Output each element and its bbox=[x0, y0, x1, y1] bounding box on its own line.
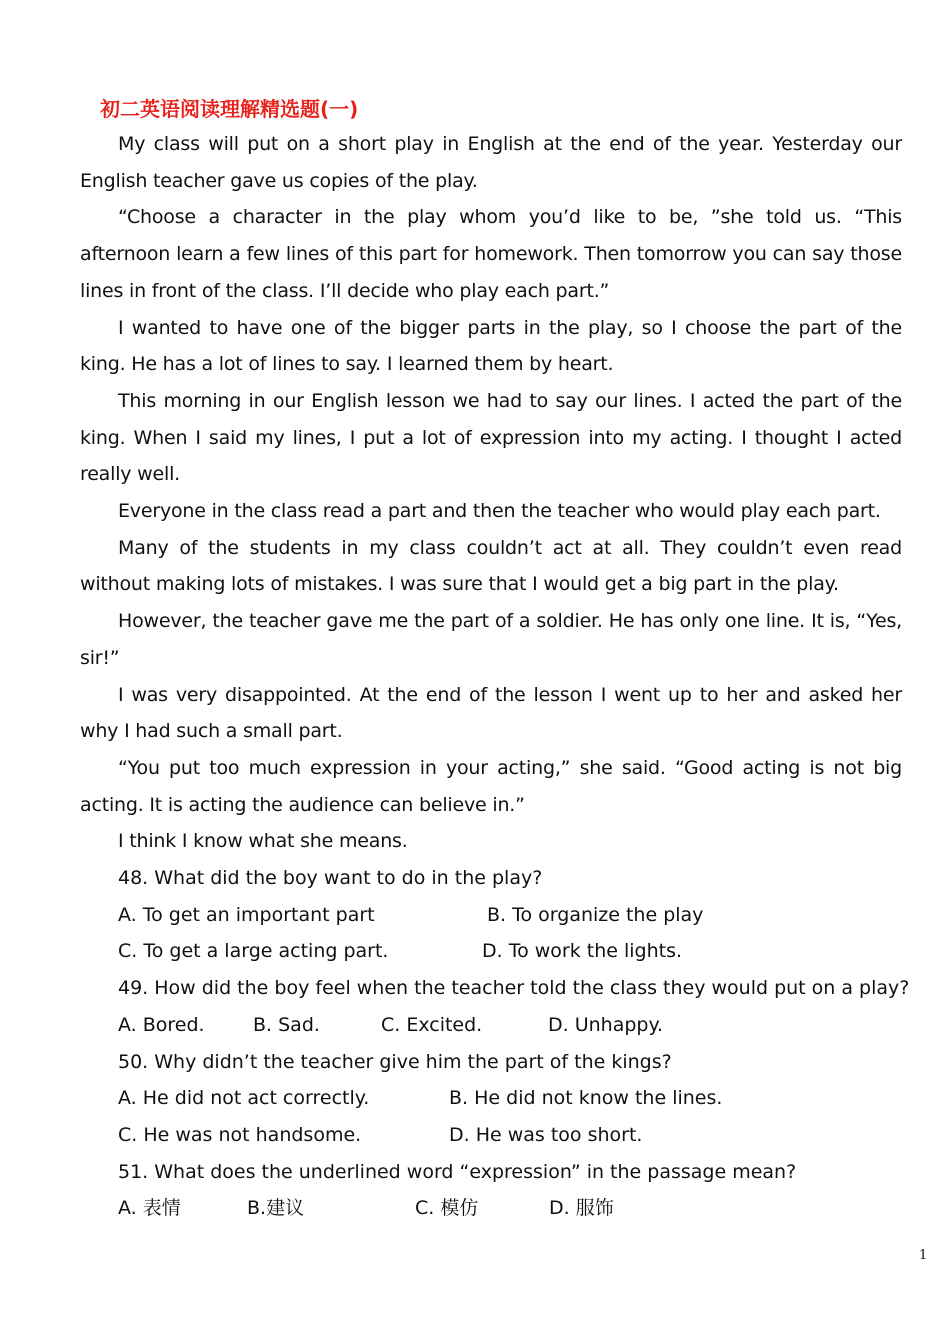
question-51-option-a: A. 表情 bbox=[118, 1197, 181, 1220]
question-49-option-a: A. Bored. bbox=[118, 1013, 205, 1036]
page-number: 1 bbox=[919, 1248, 928, 1263]
story-paragraph-9: “You put too much expression in your acting,” she said. “Good acting is not big acting. It is acting the audience can believe in.” bbox=[80, 756, 902, 816]
question-49: 49. How did the boy feel when the teacher told the class they would put on a play? bbox=[118, 977, 910, 1000]
story-paragraph-7: However, the teacher gave me the part of a soldier. He has only one line. It is, “Yes, sir!” bbox=[80, 610, 902, 669]
question-51-options bbox=[118, 1190, 902, 1227]
question-48-option-d: D. To work the lights. bbox=[482, 940, 683, 963]
document-title: 初二英语阅读理解精选题(一) bbox=[100, 97, 359, 121]
question-50-options-row-2 bbox=[118, 1117, 902, 1154]
question-49-options bbox=[118, 1007, 902, 1044]
question-50-options-row-1 bbox=[118, 1080, 902, 1117]
question-49-option-d: D. Unhappy. bbox=[548, 1013, 664, 1036]
story-paragraph-4: This morning in our English lesson we had to say our lines. I acted the part of the king. When I said my lines, I put a lot of expression into my acting. I thought I acted really well. bbox=[80, 389, 902, 486]
question-50-option-a: A. He did not act correctly. bbox=[118, 1087, 370, 1110]
question-51-option-b: B.建议 bbox=[247, 1197, 305, 1220]
question-48-option-c: C. To get a large acting part. bbox=[118, 940, 389, 963]
question-49-option-c: C. Excited. bbox=[381, 1013, 483, 1036]
question-50-option-c: C. He was not handsome. bbox=[118, 1123, 362, 1146]
question-50-option-d: D. He was too short. bbox=[449, 1123, 643, 1146]
story-paragraph-10: I think I know what she means. bbox=[118, 830, 408, 853]
question-50: 50. Why didn’t the teacher give him the part of the kings? bbox=[118, 1050, 672, 1073]
question-48: 48. What did the boy want to do in the play? bbox=[118, 867, 543, 890]
story-paragraph-3: I wanted to have one of the bigger parts in the play, so I choose the part of the king. He has a lot of lines to say. I learned them by heart. bbox=[80, 316, 902, 376]
question-48-options-row-1 bbox=[118, 897, 902, 934]
story-paragraph-8: I was very disappointed. At the end of the lesson I went up to her and asked her why I had such a small part. bbox=[80, 683, 902, 743]
question-48-options-row-2 bbox=[118, 933, 902, 970]
story-paragraph-5: Everyone in the class read a part and then the teacher who would play each part. bbox=[118, 500, 881, 523]
question-49-option-b: B. Sad. bbox=[253, 1013, 320, 1036]
story-paragraph-6: Many of the students in my class couldn’t act at all. They couldn’t even read without making lots of mistakes. I was sure that I would get a big part in the play. bbox=[80, 536, 902, 596]
story-paragraph-1: My class will put on a short play in English at the end of the year. Yesterday our English teacher gave us copies of the play. bbox=[80, 133, 902, 192]
question-51: 51. What does the underlined word “expression” in the passage mean? bbox=[118, 1160, 797, 1183]
question-48-option-a: A. To get an important part bbox=[118, 903, 375, 926]
question-48-option-b: B. To organize the play bbox=[487, 903, 704, 926]
story-paragraph-2: “Choose a character in the play whom you’d like to be, ”she told us. “This afternoon learn a few lines of this part for homework. Then tomorrow you can say those lines in front of the class. I’ll decide who play each part.” bbox=[80, 206, 902, 302]
document-content bbox=[80, 92, 910, 1227]
question-51-option-c: C. 模仿 bbox=[415, 1197, 479, 1220]
question-50-option-b: B. He did not know the lines. bbox=[449, 1087, 723, 1110]
question-51-option-d: D. 服饰 bbox=[549, 1197, 614, 1220]
